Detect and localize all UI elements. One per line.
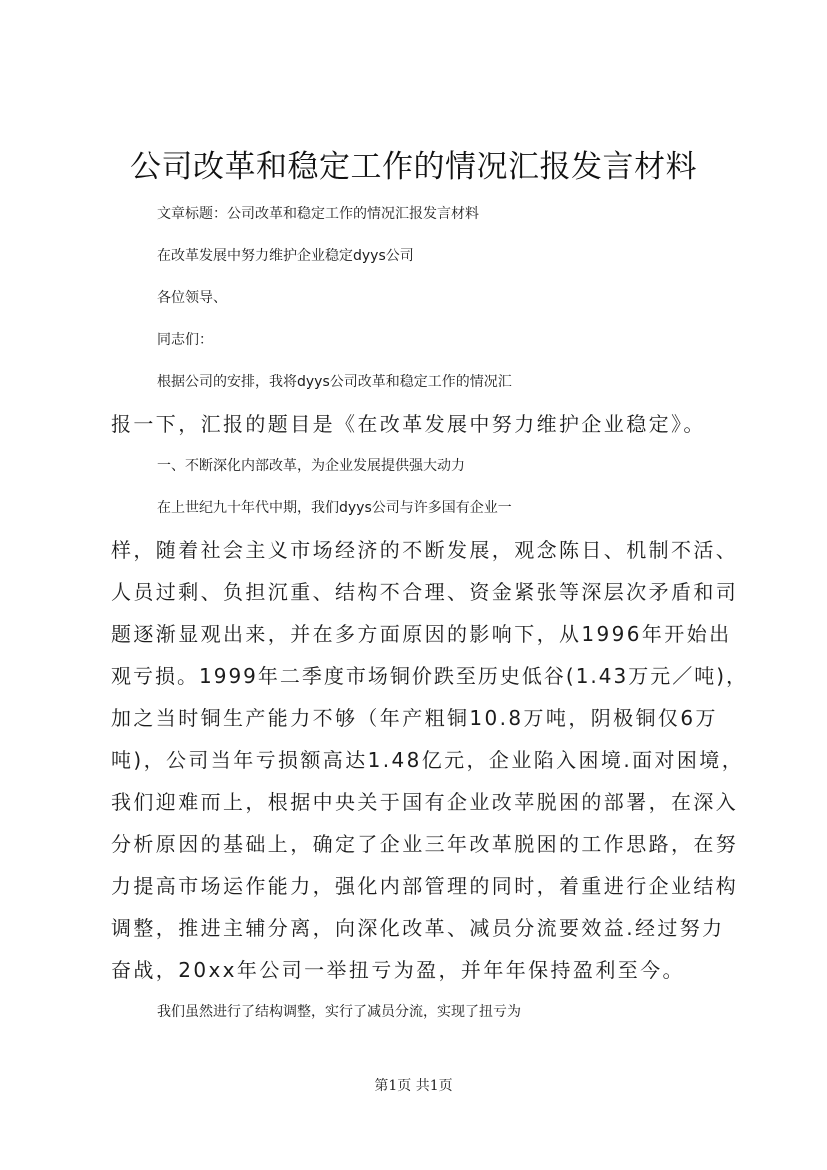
paragraph-line: 根据公司的安排，我将dyys公司改革和稳定工作的情况汇 <box>157 374 512 390</box>
paragraph-line: 分析原因的基础上，确定了企业三年改革脱困的工作思路，在努 <box>111 832 739 856</box>
paragraph-line: 人员过剩、负担沉重、结构不合理、资金紧张等深层次矛盾和司 <box>111 580 739 604</box>
paragraph-line: 观亏损。1999年二季度市场铜价跌至历史低谷(1.43万元／吨)， <box>111 664 749 688</box>
paragraph-line: 加之当时铜生产能力不够（年产粗铜10.8万吨，阴极铜仅6万 <box>111 706 718 730</box>
paragraph-line: 我们虽然进行了结构调整，实行了减员分流，实现了扭亏为 <box>157 1004 521 1020</box>
paragraph-line: 样，随着社会主义市场经济的不断发展，观念陈日、机制不活、 <box>111 538 739 562</box>
paragraph-line: 报一下，汇报的题目是《在改革发展中努力维护企业稳定》。 <box>111 412 706 436</box>
paragraph-line: 在上世纪九十年代中期，我们dyys公司与许多国有企业一 <box>157 500 512 516</box>
paragraph-line: 奋战，20xx年公司一举扭亏为盈，并年年保持盈利至今。 <box>111 958 685 982</box>
paragraph-line: 题逐渐显观出来，并在多方面原因的影响下，从1996年开始出 <box>111 622 732 646</box>
document-title: 公司改革和稳定工作的情况汇报发言材料 <box>130 149 697 185</box>
page-number-footer: 第1页 共1页 <box>374 1078 453 1094</box>
subtitle-line: 在改革发展中努力维护企业稳定dyys公司 <box>157 248 414 264</box>
salutation-line: 各位领导、 <box>157 290 227 306</box>
salutation-line: 同志们： <box>157 332 213 348</box>
section-heading: 一、不断深化内部改革，为企业发展提供强大动力 <box>157 458 465 474</box>
paragraph-line: 吨)，公司当年亏损额高达1.48亿元，企业陷入困境.面对困境， <box>111 748 745 772</box>
paragraph-line: 调整，推进主辅分离，向深化改革、减员分流要效益.经过努力 <box>111 916 725 940</box>
paragraph-line: 力提高市场运作能力，强化内部管理的同时，着重进行企业结构 <box>111 874 739 898</box>
article-title-line: 文章标题：公司改革和稳定工作的情况汇报发言材料 <box>157 206 479 222</box>
paragraph-line: 我们迎难而上，根据中央关于国有企业改苹脱困的部署，在深入 <box>111 790 739 814</box>
